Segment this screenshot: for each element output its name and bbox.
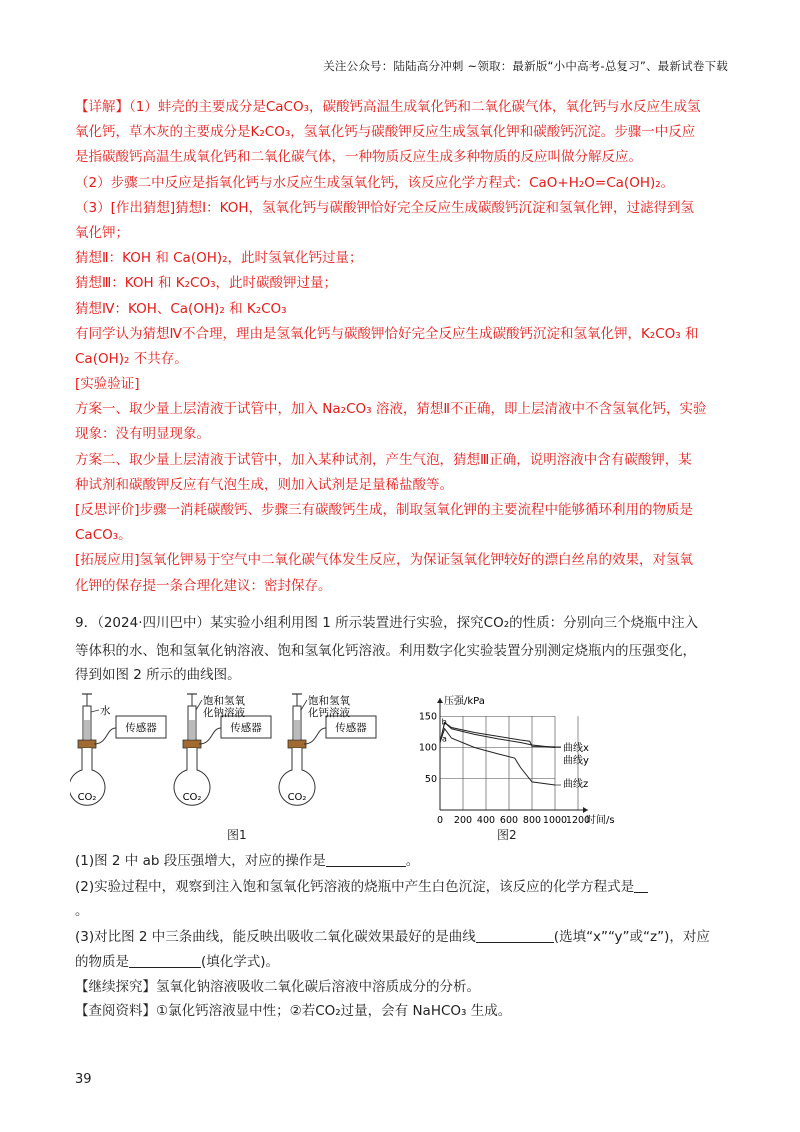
sensor-label: 传感器 — [230, 722, 262, 734]
label-pointer — [301, 700, 307, 710]
liquid-label: 化钙溶液 — [308, 707, 350, 719]
explanation-line: 是指碳酸钙高温生成氧化钙和二氧化碳气体，一种物质反应生成多种物质的反应叫做分解反应。 — [75, 149, 642, 166]
liquid-label: 饱和氢氧 — [203, 695, 245, 707]
question-1-text: (1)图 2 中 ab 段压强增大，对应的操作是 — [75, 853, 326, 869]
sensor-label: 传感器 — [125, 722, 157, 734]
x-tick-label: 1000 — [542, 815, 568, 825]
liquid-label: 饱和氢氧 — [308, 695, 350, 707]
explanation-line: Ca(OH)₂ 不共存。 — [75, 350, 188, 367]
question-3 — [75, 926, 725, 949]
question-3-text-b: (选填“x”“y”或“z”)，对应 — [553, 929, 710, 945]
question-1 — [75, 850, 725, 873]
y-tick-label: 150 — [418, 711, 437, 723]
explanation-line: （3）[作出猜想]猜想Ⅰ：KOH，氢氧化钙与碳酸钾恰好完全反应生成碳酸钙沉淀和氢氧化钾，过滤得到氢 — [75, 199, 694, 216]
y-tick-label: 100 — [418, 742, 437, 754]
explanation-line: 猜想Ⅳ：KOH、Ca(OH)₂ 和 K₂CO₃ — [75, 300, 287, 317]
page-header: 关注公众号：陆陆高分冲刺 ~领取：最新版“小中高考-总复习”、最新试卷下载 — [323, 59, 728, 73]
explanation-line: （2）步骤二中反应是指氧化钙与水反应生成氢氧化钙，该反应化学方程式：CaO+H₂O=Ca(OH)₂。 — [75, 174, 675, 191]
question-9-line2: 等体积的水、饱和氢氧化钠溶液、饱和氢氧化钙溶液。利用数字化实验装置分别测定烧瓶内的压强变化， — [75, 643, 696, 659]
question-3-text-d: (填化学式)。 — [201, 954, 280, 970]
explanation-line: 氧化钙，草木灰的主要成分是K₂CO₃，氢氧化钙与碳酸钾反应生成氢氧化钾和碳酸钙沉淀。步骤一中反应 — [75, 124, 696, 141]
x-tick-label: 800 — [522, 815, 542, 825]
continue-inquiry: 【继续探究】氢氧化钠溶液吸收二氧化碳后溶液中溶质成分的分析。 — [75, 979, 480, 995]
liquid-label: 水 — [100, 705, 111, 717]
explanation-line: 种试剂和碳酸钾反应有气泡生成，则加入试剂是足量稀盐酸等。 — [75, 476, 453, 493]
liquid-label: 化钠溶液 — [203, 707, 245, 719]
figure-2-label: 图2 — [497, 828, 517, 842]
series-label: 曲线y — [563, 755, 589, 767]
flask-gas-label: CO₂ — [182, 792, 202, 803]
flask-setup — [279, 694, 376, 805]
page-number: 39 — [75, 1072, 92, 1087]
syringe-liquid — [294, 720, 300, 739]
question-2-text: (2)实验过程中，观察到注入饱和氢氧化钙溶液的烧瓶中产生白色沉淀，该反应的化学方程式是 — [75, 879, 635, 895]
figure-1-label: 图1 — [227, 828, 247, 842]
explanation-line: 氧化钾； — [75, 224, 129, 241]
explanation-line: 猜想Ⅱ：KOH 和 Ca(OH)₂，此时氢氧化钙过量； — [75, 250, 363, 267]
explanation-line: 猜想Ⅲ：KOH 和 K₂CO₃，此时碳酸钾过量； — [75, 275, 338, 292]
answer-blank-1[interactable] — [326, 852, 406, 867]
explanation-line: CaCO₃。 — [75, 527, 132, 544]
x-tick-label: 1200 — [565, 815, 591, 825]
x-tick-label: 600 — [499, 815, 519, 825]
flask-setup — [174, 694, 271, 805]
x-tick-label: 400 — [476, 815, 496, 825]
figure-1-apparatus — [70, 688, 410, 823]
x-axis-label: 时间/s — [586, 815, 615, 825]
x-tick-label: 200 — [453, 815, 473, 825]
connecting-tube — [94, 728, 116, 744]
explanation-line: 化钾的保存提一条合理化建议：密封保存。 — [75, 577, 332, 594]
answer-blank-3[interactable] — [476, 928, 554, 943]
flask-gas-label: CO₂ — [287, 792, 307, 803]
label-pointer — [196, 700, 202, 710]
explanation-line: 方案二、取少量上层清液于试管中，加入某种试剂，产生气泡，猜想Ⅲ正确，说明溶液中含有碳酸钾，某 — [75, 451, 692, 468]
stopper — [183, 740, 201, 748]
y-tick-label: 50 — [424, 773, 437, 785]
point-label-a: a — [442, 734, 447, 744]
syringe-liquid — [189, 720, 195, 739]
flask-gas-label: CO₂ — [77, 792, 97, 803]
question-9-line1: 9．（2024·四川巴中）某实验小组利用图 1 所示装置进行实验，探究CO₂的性质：分别向三个烧瓶中注入 — [75, 615, 699, 631]
series-label: 曲线z — [563, 779, 589, 790]
label-pointer — [91, 710, 99, 712]
sensor-label: 传感器 — [335, 722, 367, 734]
explanation-line: 现象：没有明显现象。 — [75, 426, 210, 443]
stopper — [78, 740, 96, 748]
question-2 — [75, 876, 725, 899]
connecting-tube — [304, 728, 326, 744]
stopper — [288, 740, 306, 748]
series-line — [440, 729, 555, 785]
explanation-line: [拓展应用]氢氧化钾易于空气中二氧化碳气体发生反应，为保证氢氧化钾较好的漂白丝帛的效果，对氢氧 — [75, 552, 694, 569]
question-1-end: 。 — [405, 853, 420, 869]
answer-blank-4[interactable] — [129, 953, 201, 968]
figure-2-chart — [410, 690, 650, 825]
question-3-text-c: 的物质是 — [75, 954, 129, 970]
point-label-b: b — [441, 717, 447, 727]
y-axis-label: 压强/kPa — [444, 696, 485, 707]
explanation-line: 方案一、取少量上层清液于试管中，加入 Na₂CO₃ 溶液，猜想Ⅱ不正确，即上层清液中不含氢氧化钙，实验 — [75, 401, 707, 418]
explanation-line: [实验验证] — [75, 376, 140, 393]
x-tick-label: 0 — [436, 815, 444, 825]
series-line — [440, 723, 555, 748]
series-line — [440, 723, 555, 747]
question-3-line2 — [75, 951, 725, 974]
explanation-line: [反思评价]步骤一消耗碳酸钙、步骤三有碳酸钙生成，制取氢氧化钾的主要流程中能够循环利用的物质是 — [75, 502, 694, 518]
y-axis-arrow — [437, 698, 443, 703]
reference-info: 【查阅资料】①氯化钙溶液显中性；②若CO₂过量，会有 NaHCO₃ 生成。 — [75, 1003, 512, 1019]
flask-setup — [70, 694, 166, 805]
answer-blank-2[interactable] — [634, 878, 648, 893]
series-label: 曲线x — [563, 742, 589, 754]
question-9-line3: 得到如图 2 所示的曲线图。 — [75, 667, 241, 683]
question-2-end: 。 — [75, 903, 89, 919]
answer-explanation — [75, 96, 730, 600]
explanation-line: 有同学认为猜想Ⅳ不合理，理由是氢氧化钙与碳酸钾恰好完全反应生成碳酸钙沉淀和氢氧化钾，K₂CO₃ 和 — [75, 325, 699, 342]
connecting-tube — [199, 728, 221, 744]
syringe-liquid — [84, 720, 90, 739]
explanation-line: 【详解】（1）蚌壳的主要成分是CaCO₃，碳酸钙高温生成氧化钙和二氧化碳气体，氧化钙与水反应生成氢 — [75, 99, 701, 115]
x-axis-arrow — [583, 807, 588, 813]
question-3-text-a: (3)对比图 2 中三条曲线，能反映出吸收二氧化碳效果最好的是曲线 — [75, 929, 476, 945]
